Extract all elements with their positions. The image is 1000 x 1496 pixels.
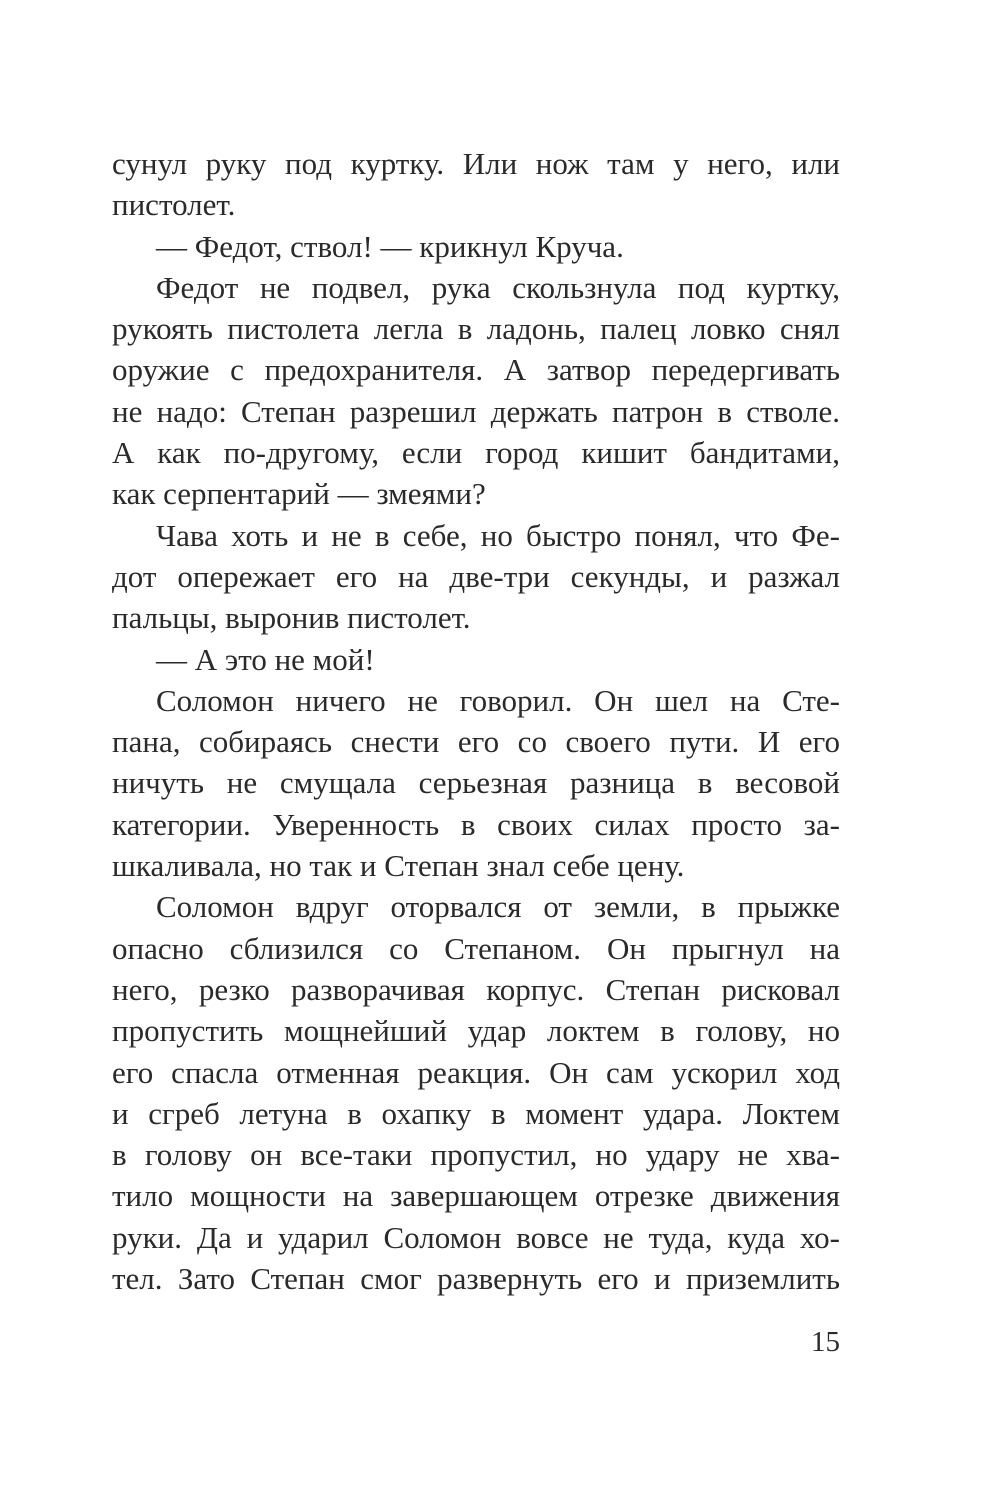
text-line: не надо: Степан разрешил держать патрон в стволе. [112,393,840,429]
text-line: и сгреб летуна в охапку в момент удара. Локтем [112,1095,840,1131]
text-line: категории. Уверенность в своих силах просто за- [112,806,840,842]
text-line: Федот не подвел, рука скользнула под куртку, [156,269,840,305]
text-line: — А это не мой! [156,641,375,677]
page-body-text [112,143,840,1299]
text-line: Соломон вдруг оторвался от земли, в прыжке [156,889,840,925]
text-line: — Федот, ствол! — крикнул Круча. [156,228,624,264]
text-line: руки. Да и ударил Соломон вовсе не туда, куда хо- [112,1219,840,1255]
page-number: 15 [811,1326,840,1358]
text-line: Чава хоть и не в себе, но быстро понял, что Фе- [156,517,840,553]
text-line: пистолет. [112,187,236,223]
text-line: в голову он все-таки пропустил, но удару не хва- [112,1137,840,1173]
text-line: него, резко разворачивая корпус. Степан рисковал [112,971,840,1007]
text-line: его спасла отменная реакция. Он сам ускорил ход [112,1054,840,1090]
text-line: опасно сблизился со Степаном. Он прыгнул на [112,930,840,966]
text-line: ничуть не смущала серьезная разница в весовой [112,765,840,801]
text-line: оружие с предохранителя. А затвор передергивать [112,352,840,388]
text-line: А как по-другому, если город кишит бандитами, [112,435,840,471]
text-line: как серпентарий — змеями? [112,476,486,512]
text-line: тило мощности на завершающем отрезке движения [112,1178,840,1214]
text-line: Соломон ничего не говорил. Он шел на Сте- [156,682,840,718]
text-line: рукоять пистолета легла в ладонь, палец ловко снял [112,311,840,347]
text-line: дот опережает его на две-три секунды, и разжал [112,558,840,594]
text-line: шкаливала, но так и Степан знал себе цену. [112,848,685,884]
text-line: пропустить мощнейший удар локтем в голову, но [112,1013,840,1049]
text-line: сунул руку под куртку. Или нож там у него, или [112,146,840,181]
text-line: тел. Зато Степан смог развернуть его и приземлить [112,1261,840,1297]
text-line: пана, собираясь снести его со своего пути. И его [112,724,840,760]
text-line: пальцы, выронив пистолет. [112,600,471,636]
